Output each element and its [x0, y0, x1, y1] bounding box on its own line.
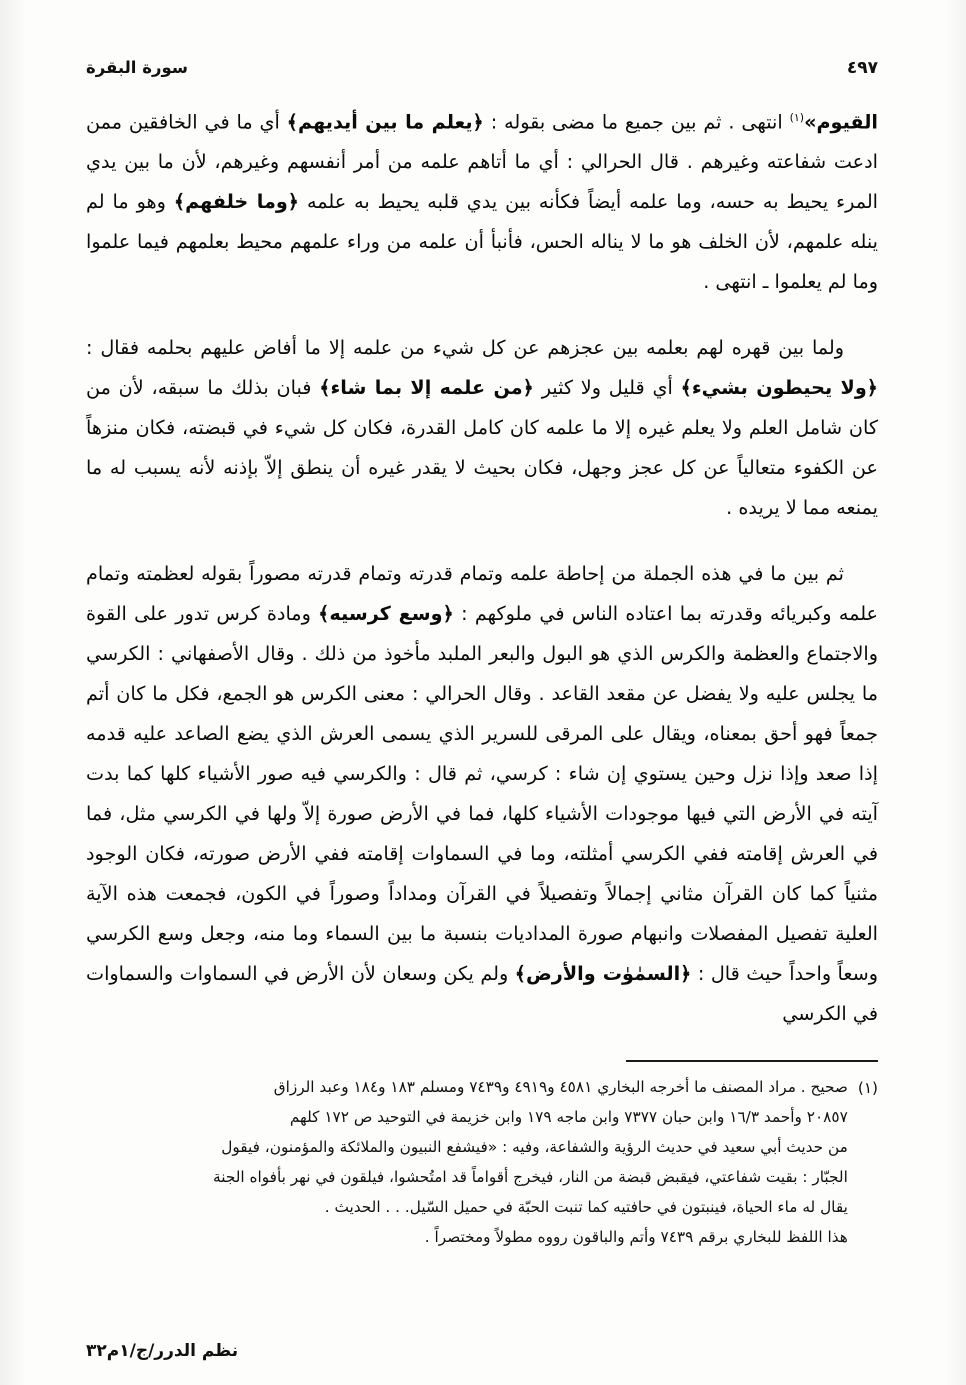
footnote-body — [86, 1072, 848, 1252]
text-run: فبان بذلك ما سبقه، لأن من كان شامل العلم ولا يعلم غيره إلا ما علمه كان كامل القدرة، فكان كل شيء في قبضته، فكان منزهاً عن الكفوء متعالياً عن كل عجز وجهل، فكان بحيث لا يقدر غيره أن ينطق إلاّ بإذنه لأنه يسبب له ما يمنعه مما لا يريده . — [86, 376, 878, 520]
quran-quote: ﴿السمٰوٰت — [602, 962, 692, 986]
quran-quote: ﴿من علمه إلا بما شاء﴾ — [319, 376, 534, 400]
quran-quote: ﴿ولا يحيطون بشيء﴾ — [680, 376, 879, 400]
footnote-line: الجبّار : بقيت شفاعتي، فيقبض قبضة من النار، فيخرج أقواماً قد امتُحشوا، فيلقون في نهر بأفواه الجنة — [213, 1168, 848, 1187]
text-run: ثم بين ما في هذه الجملة من إحاطة علمه وتمام قدرته وتمام قدرته مصوراً بقوله لعظمته وتمام علمه وكبريائه وقدرته بما اعتاده الناس في ملوكهم : — [86, 562, 879, 626]
quran-quote: والأرض﴾ — [514, 962, 603, 986]
footnote-marker: (١) — [857, 1079, 878, 1098]
paragraph-3 — [86, 554, 878, 1034]
catchword-qayyum: القيوم» — [804, 110, 879, 134]
quran-quote: ﴿وما خلفهم﴾ — [173, 190, 300, 214]
paragraph-1 — [86, 98, 878, 302]
text-run: ومادة كرس تدور على القوة والاجتماع والعظمة والكرس الذي هو البول والبعر الملبد مأخوذ من ذلك . وقال الأصفهاني : الكرسي ما يجلس عليه ولا يفضل عن مقعد القاعد . وقال الحرالي : معنى الكرس هو الجمع، فكل ما كان أتم جمعاً فهو أحق بمعناه، ويقال على المرقى للسرير الذي يسمى العرش الذي يضع الصاعد عليه قدمه إذا صعد وإذا نزل وحين يستوي إن شاء : كرسي، ثم قال : والكرسي فيه صور الأشياء كلها كما بدت آيته في الأرض التي فيها موجودات الأشياء كلها، فما في الأرض صورة إلاّ ولها في الكرسي مثل، فما في العرش إقامته ففي الكرسي أمثلته، وما في السماوات إقامته ففي الأرض صورته، فكان الوجود مثنياً كما كان القرآن مثاني إجمالاً وتفصيلاً في القرآن ومداداً وصوراً في الكون، فجمعت هذه الآية العلية تفصيل المفصلات وانبهام صورة المداديات بنسبة ما بين السماء وما منه، وجعل وسع الكرسي وسعاً واحداً حيث قال : — [86, 602, 879, 986]
footnote-line: من حديث أبي سعيد في حديث الرؤية والشفاعة، وفيه : «فيشفع النبيون والملائكة والمؤمنون، فيقول — [221, 1138, 848, 1157]
text-run: ولما بين قهره لهم بعلمه بين عجزهم عن كل شيء من علمه إلا ما أفاض عليهم بحلمه فقال : — [86, 336, 844, 360]
page-footer — [86, 1341, 874, 1361]
footnote-line: يقال له ماء الحياة، فينبتون في حافتيه كما تنبت الحبّة في حميل السّيل. . . الحديث . — [324, 1198, 848, 1217]
footnote-line: ٢٠٨٥٧ وأحمد ١٦/٣ وابن حبان ٧٣٧٧ وابن ماجه ١٧٩ وابن خزيمة في التوحيد ص ١٧٢ كلهم — [289, 1108, 848, 1127]
running-header — [86, 58, 878, 78]
text-run: أي ما في الخافقين ممن ادعت شفاعته وغيرهم . قال الحرالي : أي ما أتاهم علمه من أمر أنفسهم وغيرهم، لأن ما بين يدي المرء يحيط به حسه، وما علمه أيضاً فكأنه بين يدي قلبه يحيط به علمه — [86, 110, 878, 214]
sura-title: سورة البقرة — [86, 58, 189, 77]
footnote-block — [86, 1072, 878, 1252]
quran-quote: ﴿وسع كرسيه﴾ — [318, 602, 454, 626]
paragraph-2 — [86, 328, 878, 528]
footnote-line: هذا اللفظ للبخاري برقم ٧٤٣٩ وأتم والباقون رووه مطولاً ومختصراً . — [424, 1228, 848, 1247]
body-text — [86, 98, 878, 1034]
quran-quote: ﴿يعلم ما بين أيديهم﴾ — [286, 110, 484, 134]
footnote-reference-1: (١) — [789, 111, 805, 124]
text-run: انتهى . ثم بين جميع ما مضى بقوله : — [483, 110, 790, 134]
text-run: وهو ما لم ينله علمهم، لأن الخلف هو ما لا يناله الحس، فأنبأ أن علمه من وراء علمهم محيط بعلمهم فيما علموا وما لم يعلموا ـ انتهى . — [86, 190, 878, 294]
text-run: ولم يكن وسعان لأن الأرض في السماوات والسماوات في الكرسي — [86, 962, 878, 1026]
footnote-line: صحيح . مراد المصنف ما أخرجه البخاري ٤٥٨١ و٤٩١٩ و٧٤٣٩ ومسلم ١٨٣ و١٨٤ وعبد الرزاق — [273, 1078, 848, 1097]
text-run: أي قليل ولا كثير — [533, 376, 681, 400]
page-content — [86, 58, 878, 1345]
footnote-separator — [626, 1060, 878, 1062]
book-title-footer: نظم الدرر/ج/١م٣٢ — [86, 1341, 239, 1361]
page-number: ٤٩٧ — [846, 58, 878, 78]
